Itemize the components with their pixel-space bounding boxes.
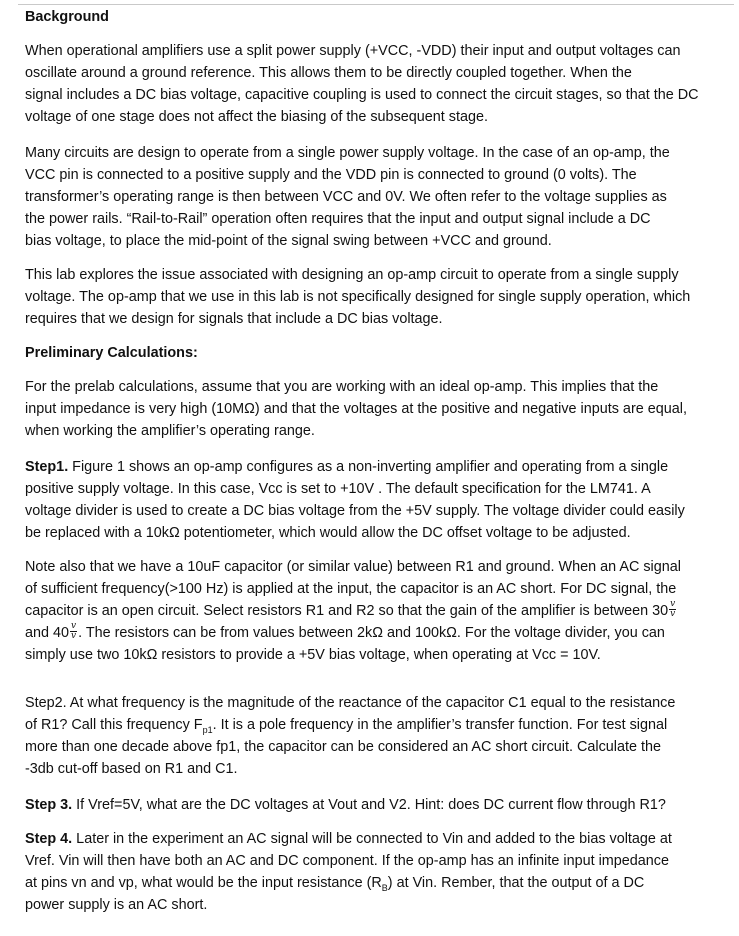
text-line: VCC pin is connected to a positive supply and the VDD pin is connected to ground (0 volts). The	[25, 167, 637, 183]
text-line: be replaced with a 10kΩ potentiometer, which would allow the DC offset voltage to be adjusted.	[25, 525, 631, 541]
text-line: Step1. Figure 1 shows an op-amp configures as a non-inverting amplifier and operating from a single	[25, 459, 669, 475]
text-line: This lab explores the issue associated with designing an op-amp circuit to operate from a single supply	[25, 267, 679, 283]
note-paragraph	[25, 556, 737, 666]
prelim-heading: Preliminary Calculations:	[25, 345, 198, 361]
step4-label: Step 4.	[25, 831, 73, 847]
text-line: transformer’s operating range is then between VCC and 0V. We often refer to the voltage supplies as	[25, 189, 667, 205]
text-line: Step 3. If Vref=5V, what are the DC voltages at Vout and V2. Hint: does DC current flow through R1?	[25, 797, 666, 813]
text-line: voltage of one stage does not affect the biasing of the subsequent stage.	[25, 109, 488, 125]
text-line: at pins vn and vp, what would be the input resistance $(R_B)$ at Vin. Rember, that the output of a DC	[25, 875, 645, 893]
text-line: and 40 $\frac{v}{v}$ . The resistors can be from values between 2kΩ and 100kΩ. For the voltage divider, you can	[25, 620, 665, 641]
step1-paragraph	[25, 456, 737, 544]
text-line: of R1? Call this frequency $F_{p1}$. It is a pole frequency in the amplifier’s transfer function. For test signal	[25, 717, 668, 735]
background-heading: Background	[25, 9, 109, 25]
text-line: input impedance is very high (10MΩ) and that the voltages at the positive and negative inputs are equal,	[25, 401, 687, 417]
fraction-v-over-v: $\frac{v}{v}$	[71, 620, 77, 641]
step3-paragraph	[25, 794, 737, 816]
background-paragraph-3	[25, 264, 737, 330]
step1-label: Step1.	[25, 459, 69, 475]
background-paragraph-2	[25, 142, 737, 252]
text-line: Many circuits are design to operate from a single power supply voltage. In the case of an op-amp, the	[25, 145, 670, 161]
background-paragraph-1	[25, 40, 737, 128]
text-line: bias voltage, to place the mid-point of the signal swing between +VCC and ground.	[25, 233, 552, 249]
text-line: capacitor is an open circuit. Select resistors R1 and R2 so that the gain of the amplifier is between 30 $\frac{v}{v}$	[25, 598, 676, 619]
text-line: when working the amplifier’s operating range.	[25, 423, 315, 439]
step2-paragraph	[25, 692, 737, 780]
text-line: of sufficient frequency(>100 Hz) is applied at the input, the capacitor is an AC short. For DC signal, the	[25, 581, 677, 597]
text-line: power supply is an AC short.	[25, 897, 208, 913]
text-line: When operational amplifiers use a split power supply (+VCC, -VDD) their input and output voltages can	[25, 43, 681, 59]
fraction-v-over-v: $\frac{v}{v}$	[670, 598, 676, 619]
text-line: Step2. At what frequency is the magnitude of the reactance of the capacitor C1 equal to the resistance	[25, 695, 676, 711]
text-line: the power rails. “Rail-to-Rail” operation often requires that the input and output signal include a DC	[25, 211, 651, 227]
text-line: -3db cut-off based on R1 and C1.	[25, 761, 238, 777]
step3-label: Step 3.	[25, 797, 73, 813]
top-divider	[18, 4, 734, 5]
text-line: voltage. The op-amp that we use in this lab is not specifically designed for single supply operation, which	[25, 289, 691, 305]
prelim-paragraph	[25, 376, 737, 442]
text-line: Step 4. Later in the experiment an AC signal will be connected to Vin and added to the bias voltage at	[25, 831, 672, 847]
text-line: signal includes a DC bias voltage, capacitive coupling is used to connect the circuit stages, so that the DC	[25, 87, 699, 103]
text-line: more than one decade above fp1, the capacitor can be considered an AC short circuit. Calculate the	[25, 739, 661, 755]
text-line: For the prelab calculations, assume that you are working with an ideal op-amp. This implies that the	[25, 379, 659, 395]
text-line: voltage divider is used to create a DC bias voltage from the +5V supply. The voltage divider could easily	[25, 503, 685, 519]
text-line: positive supply voltage. In this case, Vcc is set to +10V . The default specification for the LM741. A	[25, 481, 651, 497]
step4-paragraph	[25, 828, 737, 916]
text-line: requires that we design for signals that include a DC bias voltage.	[25, 311, 443, 327]
text-line: oscillate around a ground reference. This allows them to be directly coupled together. When the	[25, 65, 632, 81]
text-line: Note also that we have a 10uF capacitor (or similar value) between R1 and ground. When an AC signal	[25, 559, 681, 575]
text-line: Vref. Vin will then have both an AC and DC component. If the op-amp has an infinite input impedance	[25, 853, 669, 869]
text-line: simply use two 10kΩ resistors to provide a +5V bias voltage, when operating at Vcc = 10V.	[25, 647, 601, 663]
